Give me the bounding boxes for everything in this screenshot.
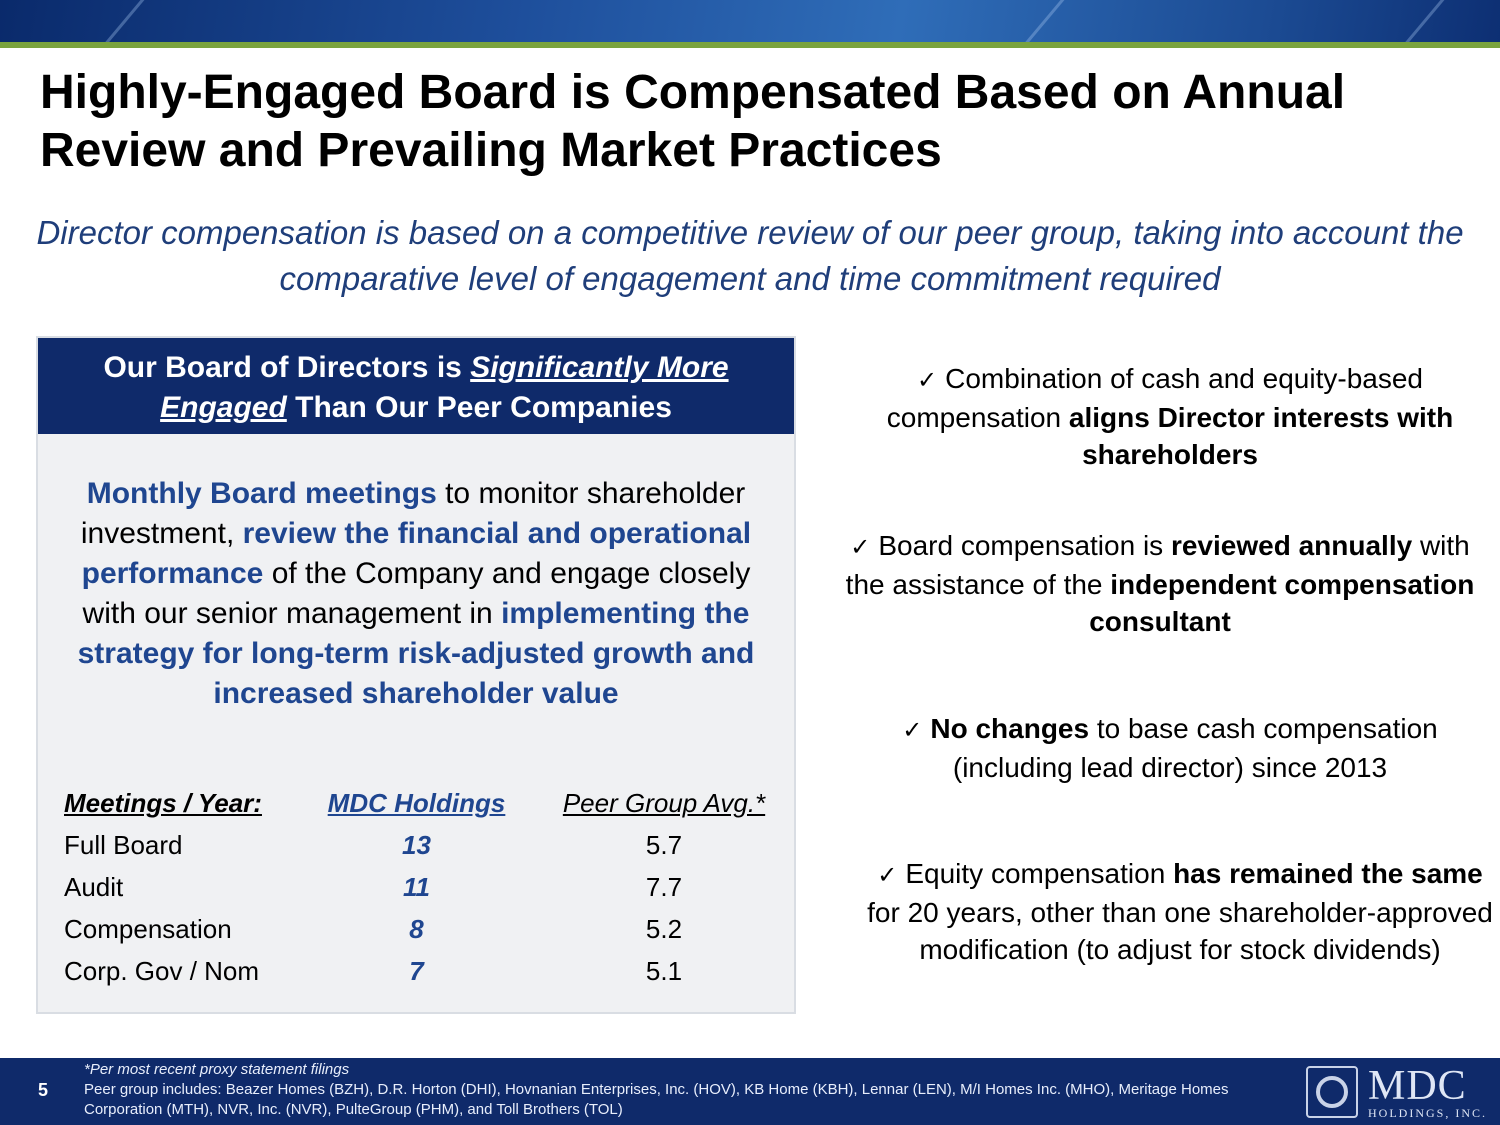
panel-heading-emphasis: Significantly More Engaged [160, 351, 729, 424]
table-row [64, 914, 784, 956]
row-peer-value: 5.2 [645, 914, 683, 944]
header-peer-group: Peer Group Avg.* [562, 788, 766, 818]
checkmark-icon: ✓ [877, 862, 898, 889]
row-label: Audit [64, 872, 124, 902]
row-mdc-value: 13 [402, 830, 431, 860]
logo-wordmark: MDC [1368, 1063, 1467, 1109]
row-peer-value: 7.7 [645, 872, 683, 902]
bullet-text-bold: has remained the same [1173, 858, 1483, 889]
panel-body-segment: implementing the strategy for long-term risk-adjusted growth and increased shareholder value [77, 597, 755, 710]
bullet-text-bold: reviewed annually [1170, 530, 1413, 561]
bullet-text: to base cash compensation (including lead director) since 2013 [952, 713, 1438, 783]
panel-body-segment: review the financial and operational performance [81, 517, 752, 590]
meetings-table-header [64, 788, 784, 830]
top-banner [0, 0, 1500, 42]
footnotes [84, 1060, 1264, 1120]
checkmark-icon: ✓ [850, 534, 871, 561]
header-meetings-year: Meetings / Year: [64, 788, 262, 818]
header-mdc-holdings: MDC Holdings [327, 788, 506, 818]
page-subtitle: Director compensation is based on a competitive review of our peer group, taking into account the comparative level of engagement and time commitment required [36, 214, 1464, 297]
row-peer-value: 5.1 [645, 956, 683, 986]
panel-heading-part1: Our Board of Directors is [103, 351, 471, 384]
page-title: Highly-Engaged Board is Compensated Based on Annual Review and Prevailing Market Practices [40, 66, 1346, 177]
logo-subtext: HOLDINGS, INC. [1368, 1106, 1487, 1120]
banner-streak [91, 0, 151, 42]
footnote-peer-group: Peer group includes: Beazer Homes (BZH), D.R. Horton (DHI), Hovnanian Enterprises, Inc. (HOV), KB Home (KBH), Lennar (LEN), M/I Homes Inc. (MHO), Meritage Homes Corporation (MTH), NVR, Inc. (NVR), PulteGroup (PHM), and Toll Brothers (TOL) [84, 1081, 1229, 1118]
bullet-text-bold: aligns Director interests with shareholders [1068, 402, 1454, 470]
bullet-text: for 20 years, other than one shareholder-approved modification (to adjust for stock dividends) [867, 897, 1493, 965]
footnote-proxy: *Per most recent proxy statement filings [84, 1061, 350, 1078]
table-row [64, 830, 784, 872]
row-mdc-value: 11 [403, 872, 430, 902]
bullet-no-changes [840, 710, 1500, 786]
bullet-text: Combination of cash and equity-based compensation [886, 363, 1423, 433]
checkmark-icon: ✓ [917, 367, 938, 394]
panel-heading-part2: Than Our Peer Companies [286, 391, 672, 424]
mdc-logo [1306, 1064, 1492, 1120]
bullet-text: Board compensation is [878, 530, 1171, 561]
page-number: 5 [38, 1080, 49, 1100]
bullet-cash-equity [840, 360, 1500, 473]
checkmark-icon: ✓ [902, 717, 923, 744]
bullet-text-bold: independent compensation consultant [1089, 569, 1475, 637]
bullet-text: with the assistance of the [845, 530, 1470, 600]
row-mdc-value: 8 [409, 914, 424, 944]
bullet-equity-same [840, 855, 1500, 968]
board-engagement-panel [36, 336, 796, 1014]
meetings-table [64, 788, 784, 998]
bullet-text-bold: No changes [930, 713, 1090, 744]
table-row [64, 872, 784, 914]
bullet-text: Equity compensation [905, 858, 1174, 889]
panel-body-segment: of the Company and engage closely with our senior management in [82, 557, 751, 630]
green-rule [0, 42, 1500, 48]
panel-body-segment: Monthly Board meetings [86, 477, 437, 510]
panel-heading [38, 338, 794, 434]
logo-emblem-icon [1306, 1066, 1358, 1118]
bullet-reviewed-annually [840, 527, 1500, 640]
banner-streak [1011, 0, 1071, 42]
row-peer-value: 5.7 [645, 830, 683, 860]
table-row [64, 956, 784, 998]
panel-body-segment: to monitor shareholder investment, [80, 477, 746, 550]
row-mdc-value: 7 [409, 956, 424, 986]
row-label: Compensation [64, 914, 232, 944]
panel-body-text [56, 474, 776, 714]
banner-streak [1391, 0, 1451, 42]
row-label: Corp. Gov / Nom [64, 956, 260, 986]
row-label: Full Board [64, 830, 183, 860]
footer-bar [0, 1058, 1500, 1125]
